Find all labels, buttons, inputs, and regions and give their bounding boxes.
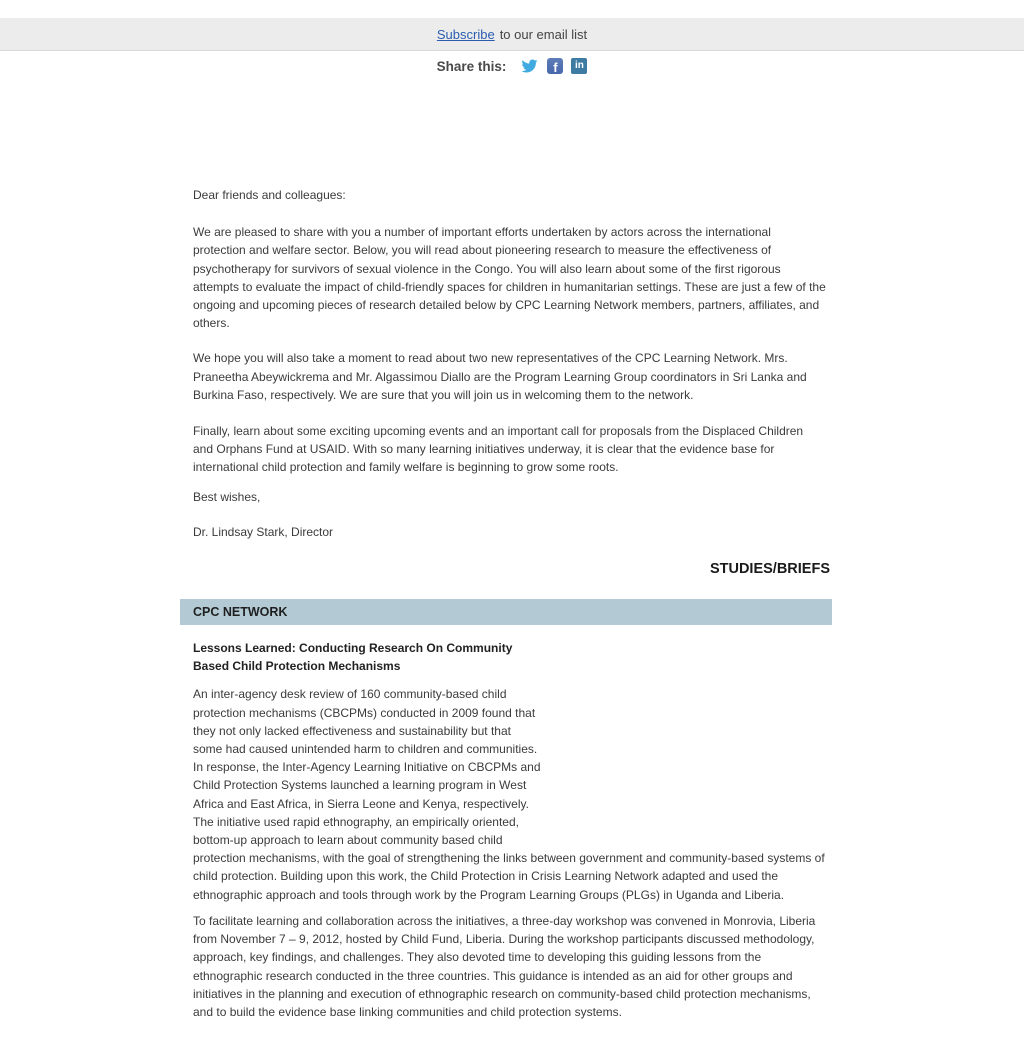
linkedin-icon[interactable]: in <box>571 58 587 74</box>
newsletter-body <box>180 186 832 1021</box>
category-header-label: CPC NETWORK <box>193 605 288 620</box>
subscribe-text: to our email list <box>499 26 588 42</box>
twitter-icon[interactable] <box>520 58 539 74</box>
article-paragraph: An inter-agency desk review of 160 community-based child protection mechanisms (CBCPMs) conducted in 2009 found that they not only lacked effectiveness and sustainability but that some had caused unintended harm to children and communities. In response, the Inter-Agency Learning Initiative on CBCPMs and Child Protection Systems launched a learning program in West Africa and East Africa, in Sierra Leone and Kenya, respectively. The initiative used rapid ethnography, an empirically oriented, bottom-up approach to learn about community based child protection mechanisms, with the goal of strengthening the links between government and community-based systems of child protection. Building upon this work, the Child Protection in Crisis Learning Network adapted and used the ethnographic approach and tools through work by the Program Learning Groups (PLGs) in Uganda and Liberia. <box>193 687 825 902</box>
article-lessons-learned <box>180 639 832 1021</box>
article-title: Lessons Learned: Conducting Research On Community Based Child Protection Mechanisms <box>193 641 513 674</box>
share-label: Share this: <box>436 58 507 74</box>
subscribe-link[interactable]: Subscribe <box>436 26 495 42</box>
subscribe-bar <box>0 18 1024 51</box>
facebook-icon[interactable]: f <box>547 58 563 74</box>
section-heading-studies-briefs: STUDIES/BRIEFS <box>709 561 830 578</box>
article-image-placeholder <box>542 639 832 841</box>
letter-paragraph: Finally, learn about some exciting upcoming events and an important call for proposals from the Displaced Children and Orphans Fund at USAID. With so many learning initiatives underway, it is clear that the evidence base for international child protection and family welfare is beginning to grow some roots. <box>193 424 804 475</box>
letter-closing: Best wishes, <box>193 489 261 504</box>
letter-paragraph: We are pleased to share with you a number of important efforts undertaken by actors across the international protection and welfare sector. Below, you will read about pioneering research to measure the effectiveness of psychotherapy for survivors of sexual violence in the Congo. You will also learn about some of the first rigorous attempts to evaluate the impact of child-friendly spaces for children in humanitarian settings. These are just a few of the ongoing and upcoming pieces of research detailed below by CPC Learning Network members, partners, affiliates, and others. <box>193 225 826 331</box>
share-icons <box>520 58 587 74</box>
letter-paragraph: We hope you will also take a moment to read about two new representatives of the CPC Learning Network. Mrs. Praneetha Abeywickrema and Mr. Algassimou Diallo are the Program Learning Group coordinators in Sri Lanka and Burkina Faso, respectively. We are sure that you will join us in welcoming them to the network. <box>193 351 807 402</box>
category-header-cpc-network <box>180 599 832 625</box>
letter-signature: Dr. Lindsay Stark, Director <box>193 524 334 539</box>
article-paragraph: To facilitate learning and collaboration across the initiatives, a three-day workshop was convened in Monrovia, Liberia from November 7 – 9, 2012, hosted by Child Fund, Liberia. During the workshop participants discussed methodology, approach, key findings, and challenges. They also devoted time to developing this guiding lessons from the ethnographic research conducted in the three countries. This guidance is intended as an aid for other groups and initiatives in the planning and execution of ethnographic research on community-based child protection mechanisms, and to build the evidence base linking communities and child protection systems. <box>193 913 816 1019</box>
share-row <box>0 57 1024 75</box>
salutation: Dear friends and colleagues: <box>193 188 346 202</box>
